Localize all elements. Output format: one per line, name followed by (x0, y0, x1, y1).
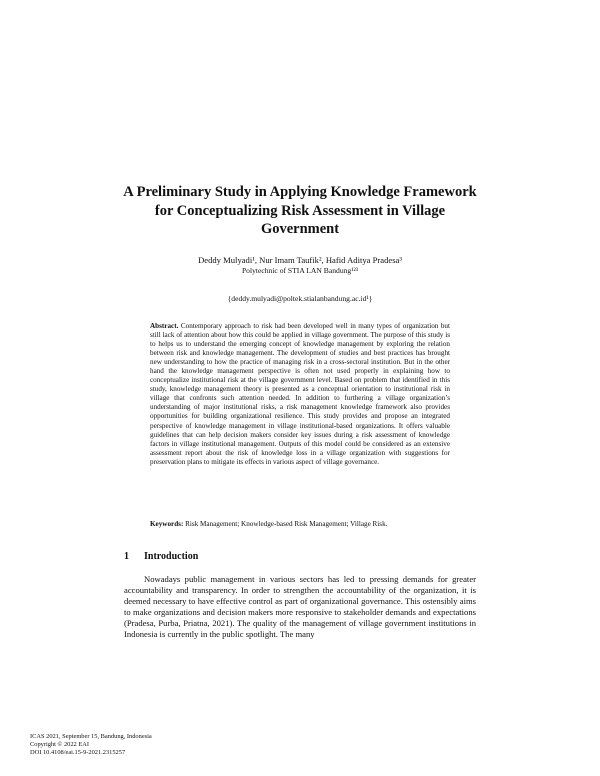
affiliation: Polytechnic of STIA LAN Bandung¹²³ (241, 266, 359, 275)
author-list: Deddy Mulyadi¹, Nur Imam Taufik², Hafid Aditya Pradesa³ (198, 255, 402, 265)
keywords-text: Risk Management; Knowledge-based Risk Management; Village Risk. (183, 520, 388, 528)
author-email: {deddy.mulyadi@poltek.stialanbandung.ac.id¹} (227, 294, 373, 303)
section-heading (124, 550, 198, 563)
abstract-text: Contemporary approach to risk had been developed well in many types of organization but still lack of attention about how this could be applied in village government. The purpose of this study is to helps us to understand the emerging concept of knowledge management by exploring the relation between risk and knowledge management. The development of studies and best practices has brought new understanding to how the practice of managing risk in a cross-sectoral institution. But in the other hand the knowledge management perspective is often not used properly in explaining how to conceptualize institutional risk at the village government level. Based on problem that identified in this study, knowledge management theory is presented as a conceptual orientation to institutional risk in village that confronts such attention needed. In addition to furthering a village organization’s understanding of major institutional risks, a risk management knowledge framework also provides opportunities for building organizational resilience. This study provides and propose an integrated perspective of knowledge management in village institutional-based organizations. It offers valuable guidelines that can help decision makers consider key issues during a risk assessment of knowledge factors in village institutional management. Outputs of this model could be considered as an extensive assessment report about the risk of knowledge loss in a village organization with suggestions for preservation plans to mitigate its effects in various aspect of village governance. (150, 322, 450, 466)
abstract (150, 322, 450, 467)
paper-title: A Preliminary Study in Applying Knowledge Framework for Conceptualizing Risk Assessment in Village Government (123, 184, 477, 237)
footer-copyright: Copyright © 2022 EAI (30, 741, 89, 748)
abstract-label: Abstract. (150, 322, 179, 330)
footer-conference: ICAS 2021, September 15, Bandung, Indonesia (30, 733, 152, 740)
section-title: Introduction (144, 551, 199, 562)
intro-paragraph: Nowadays public management in various sectors has led to pressing demands for greater accountability and transparency. In order to strengthen the accountability of the organization, it is deemed necessary to have effective control as part of organizational governance. This ostensibly aims to make organizations and decision makers more responsive to stakeholder demands and expectations (Pradesa, Purba, Priatna, 2021). The quality of the management of village government institutions in Indonesia is currently in the public spotlight. The many (124, 574, 476, 639)
section-number: 1 (124, 551, 129, 562)
page-footer (30, 733, 152, 757)
footer-doi: DOI 10.4108/eai.15-9-2021.2315257 (30, 749, 126, 756)
keywords-label: Keywords: (150, 520, 184, 528)
keywords (150, 520, 450, 529)
